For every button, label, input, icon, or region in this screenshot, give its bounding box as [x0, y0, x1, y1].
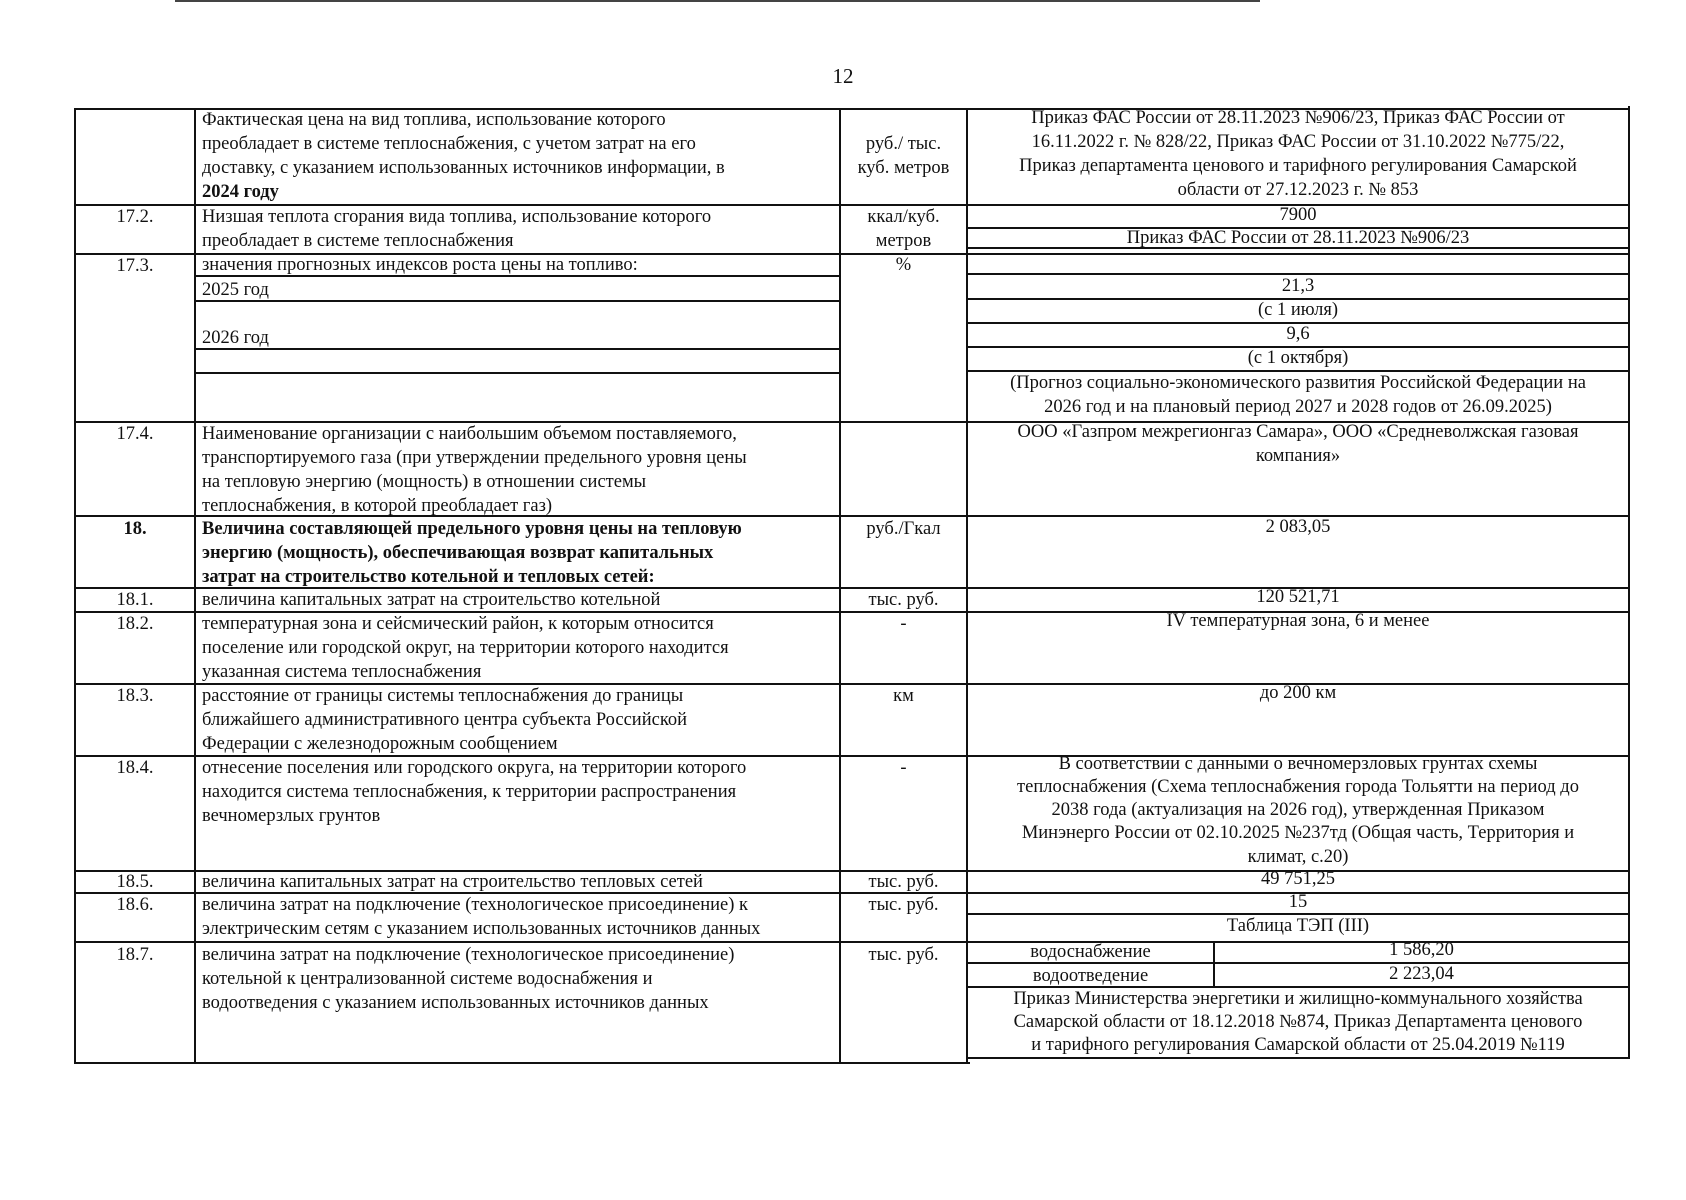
row-18-1-unit: тыс. руб.: [868, 590, 939, 610]
row-18-4-value-line: 2038 года (актуализация на 2026 год), утвержденная Приказом: [1051, 800, 1545, 820]
row-17-1-unit-line: куб. метров: [857, 158, 950, 178]
row-18-7-source-line: Самарской области от 18.12.2018 №874, Приказ Департамента ценового: [1013, 1012, 1583, 1032]
row-18-unit: руб./Гкал: [866, 519, 941, 539]
row-number: 17.4.: [116, 424, 154, 444]
row-number: 18.5.: [116, 872, 154, 892]
row-18-3-value: до 200 км: [1259, 683, 1337, 703]
row-17-3-desc: значения прогнозных индексов роста цены на топливо:: [202, 255, 638, 275]
row-18-6-unit: тыс. руб.: [868, 895, 939, 915]
row-18-4-desc-line: вечномерзлых грунтов: [202, 806, 381, 826]
table-border-left: [74, 108, 76, 1064]
row-number: 18.2.: [116, 614, 154, 634]
row-number: 18.4.: [116, 758, 154, 778]
row-18-desc-line: Величина составляющей предельного уровня цены на тепловую: [202, 519, 742, 539]
row-18-7-desc-line: величина затрат на подключение (технологическое присоединение): [202, 945, 735, 965]
row-17-4-value-line: компания»: [1255, 446, 1341, 466]
row-18-6-value: 15: [1288, 892, 1308, 912]
column-divider-1: [194, 108, 196, 1064]
row-18-3-desc-line: ближайшего административного центра субъекта Российской: [202, 710, 688, 730]
row-18-7-desc-line: котельной к централизованной системе водоснабжения и: [202, 969, 653, 989]
row-17-1-desc-line: доставку, с указанием использованных источников информации, в: [202, 158, 725, 178]
row-17-3-source-line: 2026 год и на плановый период 2027 и 2028 годов от 26.09.2025): [1044, 397, 1552, 417]
row-18-6-desc-line: величина затрат на подключение (технологическое присоединение) к: [202, 895, 749, 915]
row-17-1-desc-bold: 2024 году: [202, 182, 279, 202]
page-number: 12: [832, 64, 854, 88]
row-18-desc-line: затрат на строительство котельной и тепловых сетей:: [202, 567, 655, 587]
row-17-3-value-2025: 21,3: [1281, 276, 1315, 296]
row-17-2-unit-line: метров: [875, 231, 932, 251]
row-17-1-value-line: 16.11.2022 г. № 828/22, Приказ ФАС России от 31.10.2022 №775/22,: [1031, 132, 1565, 152]
row-18-3-unit: км: [893, 686, 914, 706]
subrow-divider: [196, 300, 841, 302]
row-17-4-desc-line: на тепловую энергию (мощность) в отношении системы: [202, 472, 647, 492]
row-number: 18.1.: [116, 590, 154, 610]
row-18-3-desc-line: Федерации с железнодорожным сообщением: [202, 734, 558, 754]
row-number: 18.6.: [116, 895, 154, 915]
row-18-4-unit: -: [900, 758, 907, 778]
top-rule-fragment: [1230, 0, 1260, 2]
water-supply-label: водоснабжение: [1030, 942, 1151, 962]
row-18-4-value-line: В соответствии с данными о вечномерзловых грунтах схемы: [1058, 754, 1538, 774]
row-17-2-desc-line: преобладает в системе теплоснабжения: [202, 231, 514, 251]
row-17-2-desc-line: Низшая теплота сгорания вида топлива, использование которого: [202, 207, 712, 227]
row-18-4-value-line: теплоснабжения (Схема теплоснабжения города Тольятти на период до: [1017, 777, 1579, 797]
row-17-2-value: 7900: [1279, 205, 1317, 225]
row-17-3-source-line: (Прогноз социально-экономического развития Российской Федерации на: [1010, 373, 1586, 393]
row-18-7-source-line: Приказ Министерства энергетики и жилищно-коммунального хозяйства: [1013, 989, 1583, 1009]
top-rule: [175, 0, 1250, 2]
row-18-5-desc: величина капитальных затрат на строительство тепловых сетей: [202, 872, 703, 892]
row-18-2-desc-line: поселение или городской округ, на территории которого находится: [202, 638, 729, 658]
water-supply-value: 1 586,20: [1389, 940, 1454, 960]
row-17-4-desc-line: транспортируемого газа (при утверждении предельного уровня цены: [202, 448, 747, 468]
row-17-2-unit-line: ккал/куб.: [867, 207, 940, 227]
row-number: 17.2.: [116, 207, 154, 227]
row-18-6-desc-line: электрическим сетям с указанием использованных источников данных: [202, 919, 761, 939]
row-number: 18.7.: [116, 945, 154, 965]
row-18-5-unit: тыс. руб.: [868, 872, 939, 892]
row-18-2-desc-line: температурная зона и сейсмический район, к которым относится: [202, 614, 714, 634]
subrow-divider: [196, 348, 841, 350]
row-17-2-source: Приказ ФАС России от 28.11.2023 №906/23: [1126, 228, 1470, 248]
table-bottom-border-right: [968, 1057, 1630, 1059]
row-17-4-desc-line: Наименование организации с наибольшим объемом поставляемого,: [202, 424, 737, 444]
row-17-1-value-line: Приказ ФАС России от 28.11.2023 №906/23, Приказ ФАС России от: [1031, 108, 1565, 128]
water-disposal-value: 2 223,04: [1389, 964, 1454, 984]
row-18-4-desc-line: отнесение поселения или городского округа, на территории которого: [202, 758, 747, 778]
row-17-1-value-line: Приказ департамента ценового и тарифного регулирования Самарской: [1019, 156, 1577, 176]
row-17-3-note-2025: (с 1 июля): [1257, 300, 1339, 320]
row-18-5-value: 49 751,25: [1261, 869, 1335, 889]
water-disposal-label: водоотведение: [1032, 966, 1149, 986]
row-18-2-desc-line: указанная система теплоснабжения: [202, 662, 482, 682]
row-18-4-value-line: Минэнерго России от 02.10.2025 №237тд (Общая часть, Территория и: [1021, 823, 1575, 843]
row-18-2-unit: -: [900, 614, 907, 634]
row-17-3-year-2025: 2025 год: [202, 280, 269, 300]
row-17-3-year-2026: 2026 год: [202, 328, 269, 348]
row-number: 18.3.: [116, 686, 154, 706]
row-18-3-desc-line: расстояние от границы системы теплоснабжения до границы: [202, 686, 684, 706]
row-17-3-value-2026: 9,6: [1286, 324, 1310, 344]
row-18-1-value: 120 521,71: [1256, 587, 1340, 607]
row-18-desc-line: энергию (мощность), обеспечивающая возврат капитальных: [202, 543, 714, 563]
row-18-7-source-line: и тарифного регулирования Самарской области от 25.04.2019 №119: [1031, 1035, 1565, 1055]
row-18-7-unit: тыс. руб.: [868, 945, 939, 965]
row-17-1-value-line: области от 27.12.2023 г. № 853: [1177, 180, 1419, 200]
subrow-divider: [196, 372, 841, 374]
row-17-4-desc-line: теплоснабжения, в которой преобладает газ): [202, 496, 553, 516]
row-17-1-desc-line: преобладает в системе теплоснабжения, с учетом затрат на его: [202, 134, 696, 154]
row-17-1-unit-line: руб./ тыс.: [865, 134, 942, 154]
table-bottom-border: [74, 1062, 970, 1064]
row-17-1-desc-line: Фактическая цена на вид топлива, использование которого: [202, 110, 666, 130]
row-number: 17.3.: [116, 256, 154, 276]
row-18-1-desc: величина капитальных затрат на строительство котельной: [202, 590, 661, 610]
row-18-4-desc-line: находится система теплоснабжения, к территории распространения: [202, 782, 737, 802]
row-18-2-value: IV температурная зона, 6 и менее: [1166, 611, 1430, 631]
row-18-value: 2 083,05: [1265, 517, 1331, 537]
row-number: 18.: [123, 519, 147, 539]
row-18-6-source: Таблица ТЭП (III): [1226, 916, 1370, 936]
row-17-3-unit: %: [895, 255, 912, 275]
row-18-4-value-line: климат, с.20): [1247, 847, 1349, 867]
row-18-7-desc-line: водоотведения с указанием использованных источников данных: [202, 993, 709, 1013]
row-17-4-value-line: ООО «Газпром межрегионгаз Самара», ООО «Средневолжская газовая: [1017, 422, 1579, 442]
row-17-3-note-2026: (с 1 октября): [1247, 348, 1349, 368]
